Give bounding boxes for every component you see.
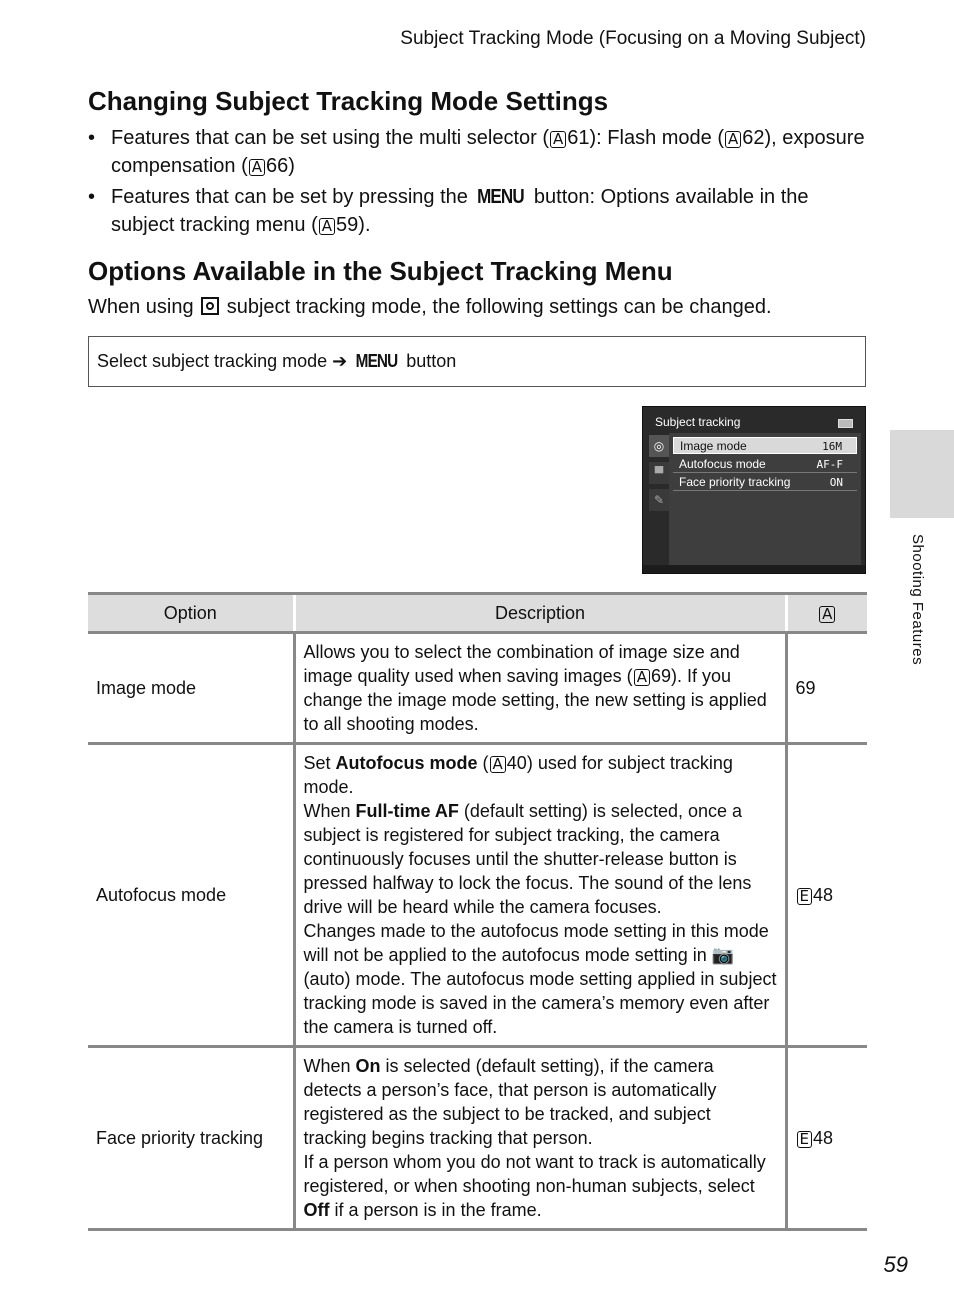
page-number: 59 [883,1252,908,1277]
intro-text: When using subject tracking mode, the following settings can be changed. [88,296,772,318]
bullet-menu-button: • Features that can be set by pressing the MENU button: Options available in the subject tracking menu ( A 59). [88,183,868,239]
page-ref-icon: A [634,669,650,686]
page-ref-icon: A [725,131,741,148]
camera-menu-tabs [649,435,669,565]
table-header-row [88,594,867,633]
menu-button-icon: MENU [355,351,398,371]
camera-row-face-priority: Face priority tracking ON [673,474,857,491]
setup-wrench-icon: ✎ [649,489,669,511]
movie-tab-icon: ▀ [649,462,669,484]
reference-section-icon: E [797,1131,812,1148]
option-cell: Face priority tracking [88,1047,294,1230]
page-ref-icon: A [819,606,835,623]
description-cell: Allows you to select the combination of image size and image quality used when saving images ( A 69). If you change the image mode setting, the new setting is applied to all shooting modes. [294,633,786,744]
page-ref-cell: E 48 [786,744,867,1047]
section-title-options: Options Available in the Subject Tracking Menu [88,256,673,286]
subject-tracking-mode-icon [201,297,219,315]
camera-menu-screenshot [642,406,866,574]
chapter-side-tab [890,430,954,518]
reference-section-icon: E [797,888,812,905]
page-ref-icon: A [319,218,335,235]
camera-row-image-mode: Image mode 16M [673,437,857,454]
menu-button-icon: MENU [477,186,525,208]
page-ref-icon: A [490,756,506,773]
running-header: Subject Tracking Mode (Focusing on a Moving Subject) [400,28,866,49]
header-page-ref [786,594,867,633]
battery-icon [838,419,853,428]
camera-bottom-bar [643,565,865,573]
menu-path-box: Select subject tracking mode ➔ MENU button [88,336,866,387]
bullet-multi-selector: • Features that can be set using the multi selector ( A 61): Flash mode ( A 62), exposure compensation ( A 66) [88,124,868,180]
header-option: Option [88,594,294,633]
camera-row-autofocus-mode: Autofocus mode AF-F [673,456,857,473]
option-cell: Autofocus mode [88,744,294,1047]
page-ref-icon: A [550,131,566,148]
feature-bullet-list [88,124,868,242]
description-cell: Set Autofocus mode ( A 40) used for subject tracking mode. When Full-time AF (default setting) is selected, once a subject is registered for subject tracking, the camera continuously focuses until the shutter-release button is pressed halfway to lock the focus. The sound of the lens drive will be heard while the camera focuses. Changes made to the autofocus mode setting in this mode will not be applied to the autofocus mode setting in 📷 (auto) mode. The autofocus mode setting applied in subject tracking mode is saved in the camera’s memory even after the camera is turned off. [294,744,786,1047]
option-cell: Image mode [88,633,294,744]
arrow-icon: ➔ [332,351,348,371]
page-ref-cell: 69 [786,633,867,744]
camera-menu-list [669,433,861,565]
table-row [88,1047,867,1230]
options-table [88,592,867,1231]
page-ref-cell: E 48 [786,1047,867,1230]
page-ref-icon: A [249,159,265,176]
camera-menu-title: Subject tracking [655,415,741,429]
auto-mode-camera-icon: 📷 [711,945,735,965]
shooting-tab-icon: ◎ [649,435,669,457]
table-row [88,744,867,1047]
chapter-side-label: Shooting Features [909,534,926,666]
header-description: Description [294,594,786,633]
description-cell: When On is selected (default setting), if the camera detects a person’s face, that person is automatically registered as the subject to be tracked, and subject tracking begins tracking that person. If a person whom you do not want to track is automatically registered, or when shooting non-human subjects, select Off if a person is in the frame. [294,1047,786,1230]
section-title-changing-settings: Changing Subject Tracking Mode Settings [88,86,609,116]
table-row [88,633,867,744]
